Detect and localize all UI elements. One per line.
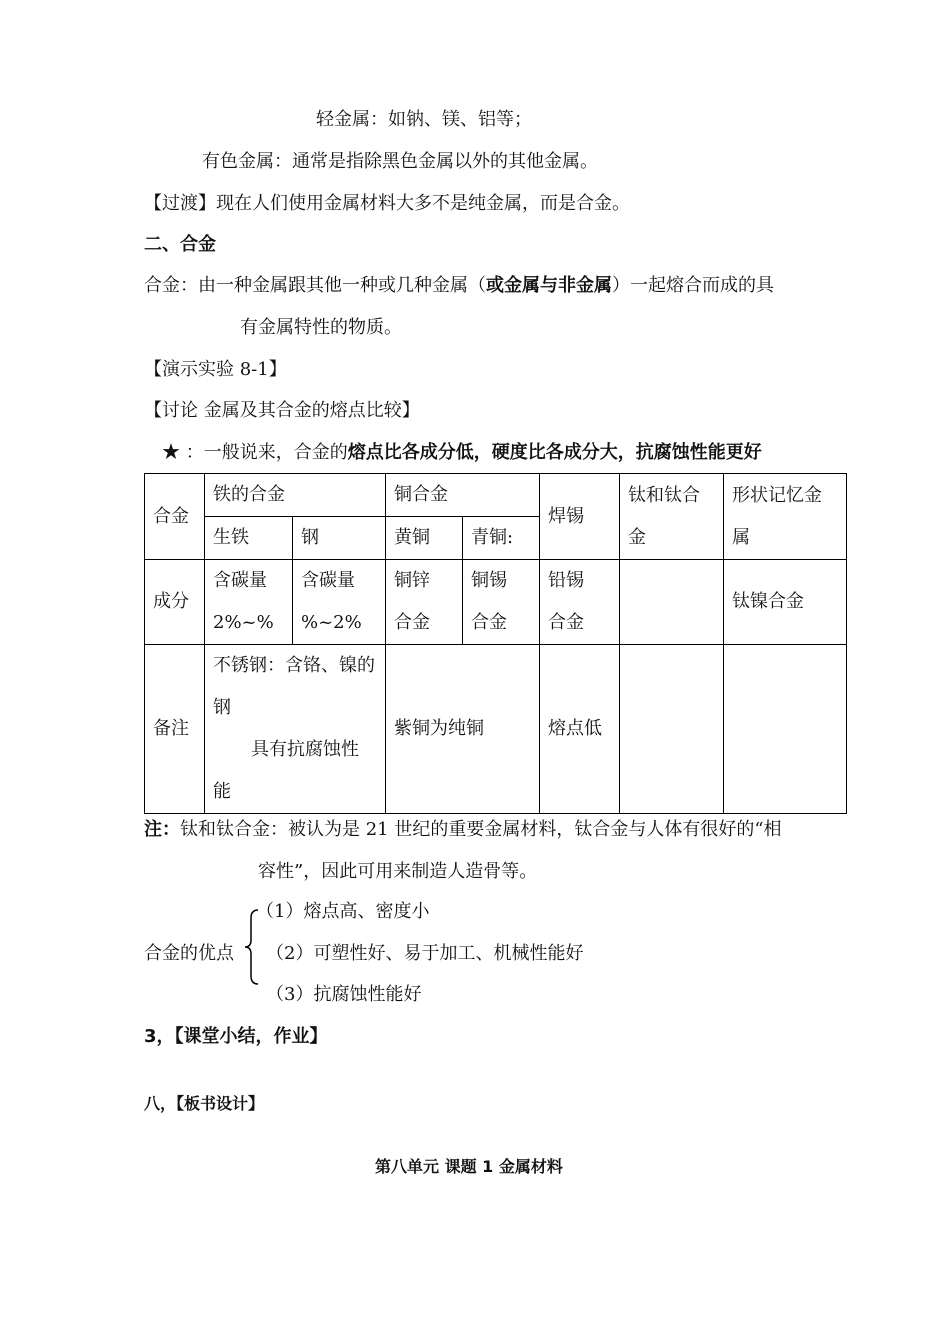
cell-line: 铜锌: [394, 570, 430, 591]
cell-line: 能: [213, 781, 231, 802]
sma-label-1: 形状记忆金: [732, 484, 822, 506]
cell-line: 含碳量: [301, 570, 355, 591]
cell-line: %~2%: [301, 612, 362, 633]
advantage-item-3: （3）抗腐蚀性能好: [266, 984, 422, 1005]
cell-line: 合金: [548, 612, 584, 633]
table-row: [145, 474, 847, 517]
table-cell: 紫铜为纯铜: [386, 645, 540, 814]
cell-line: 钢: [213, 697, 231, 718]
cell-line: 含碳量: [213, 570, 267, 591]
cell-line: 不锈钢：含铬、镍的: [213, 655, 375, 676]
discussion-line: 【讨论 金属及其合金的熔点比较】: [144, 400, 420, 421]
note-line: [144, 818, 782, 842]
board-design-heading: 八，【板书设计】: [144, 1094, 265, 1113]
advantage-item-1: （1）熔点高、密度小: [256, 901, 430, 922]
definition-text-2: ）一起熔合而成的具: [612, 275, 774, 296]
table-cell: [293, 560, 386, 645]
demo-experiment-line: 【演示实验 8-1】: [144, 359, 287, 380]
table-cell: 钢: [293, 517, 386, 560]
table-cell: [205, 645, 386, 814]
table-cell: [386, 560, 463, 645]
cell-line: 具有抗腐蚀性: [251, 739, 359, 760]
table-cell: [724, 474, 847, 560]
table-cell: 铁的合金: [205, 474, 386, 517]
transition-line: 【过渡】现在人们使用金属材料大多不是纯金属，而是合金。: [144, 193, 630, 214]
note-label: 注：: [144, 819, 180, 840]
titanium-label-1: 钛和钛合: [628, 484, 700, 506]
table-cell: [724, 645, 847, 814]
cell-line: 2%~%: [213, 612, 274, 633]
table-cell: [620, 560, 724, 645]
table-cell: [463, 560, 540, 645]
alloy-comparison-table: [144, 473, 847, 814]
table-cell: 黄铜: [386, 517, 463, 560]
light-metal-line: 轻金属：如钠、镁、铝等；: [316, 109, 532, 130]
board-title: 第八单元 课题 1 金属材料: [375, 1157, 563, 1176]
table-cell: 焊锡: [540, 474, 620, 560]
section-heading-alloy: 二、合金: [144, 234, 216, 255]
note-text: 钛和钛合金：被认为是 21 世纪的重要金属材料，钛合金与人体有很好的“相: [180, 819, 782, 840]
table-cell: [620, 474, 724, 560]
table-cell: 铜合金: [386, 474, 540, 517]
table-row: [145, 560, 847, 645]
nonferrous-metal-line: 有色金属：通常是指除黑色金属以外的其他金属。: [202, 151, 598, 172]
note-line-2: 容性”，因此可用来制造人造骨等。: [258, 861, 538, 882]
table-cell: 成分: [145, 560, 205, 645]
table-cell: 生铁: [205, 517, 293, 560]
titanium-label-2: 金: [628, 526, 646, 548]
cell-line: 合金: [471, 612, 507, 633]
star-bold-text: 熔点比各成分低，硬度比各成分大，抗腐蚀性能更好: [347, 442, 762, 463]
alloy-definition-line: [144, 274, 774, 298]
sma-label-2: 属: [732, 526, 750, 548]
advantage-item-2: （2）可塑性好、易于加工、机械性能好: [266, 943, 584, 964]
definition-text-1: 合金：由一种金属跟其他一种或几种金属（: [144, 275, 486, 296]
table-cell: [540, 560, 620, 645]
table-cell: 备注: [145, 645, 205, 814]
table-cell: 青铜:: [463, 517, 540, 560]
cell-line: 合金: [394, 612, 430, 633]
star-text: ★ ：一般说来，合金的: [162, 442, 348, 463]
table-cell: [620, 645, 724, 814]
alloy-advantages-label: 合金的优点: [144, 943, 234, 964]
star-summary-line: [162, 441, 762, 465]
table-cell: 钛镍合金: [724, 560, 847, 645]
table-cell: 合金: [145, 474, 205, 560]
definition-bold: 或金属与非金属: [486, 275, 612, 296]
cell-line: 铜锡: [471, 570, 507, 591]
table-cell: 熔点低: [540, 645, 620, 814]
cell-line: 铅锡: [548, 570, 584, 591]
class-summary-heading: 3，【课堂小结，作业】: [144, 1026, 328, 1047]
table-cell: [205, 560, 293, 645]
alloy-definition-line-2: 有金属特性的物质。: [240, 317, 402, 338]
table-row: [145, 645, 847, 814]
